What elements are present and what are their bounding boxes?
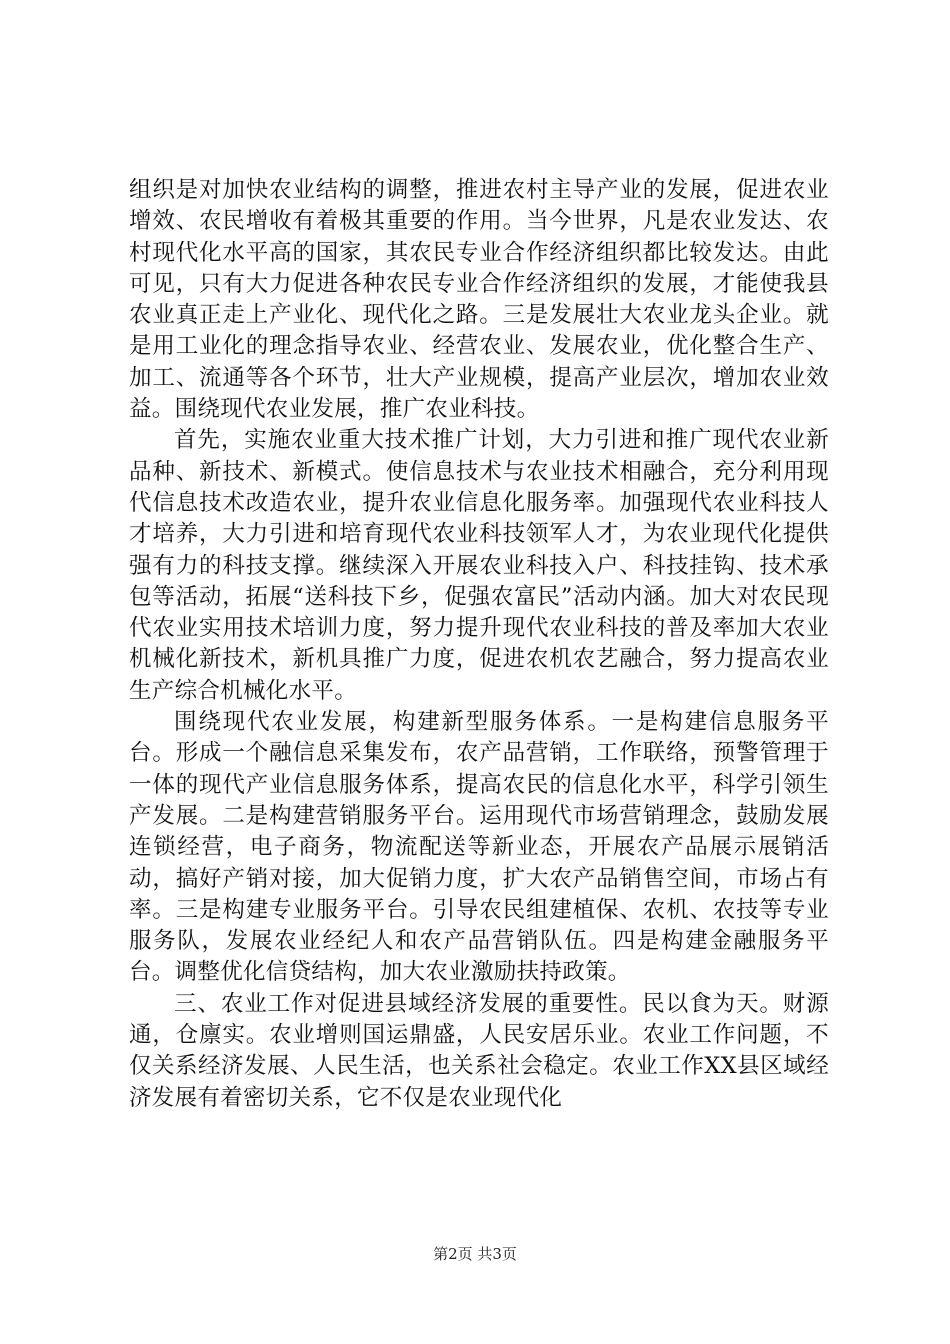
page-footer — [0, 1243, 950, 1264]
paragraph-3: 围绕现代农业发展，构建新型服务体系。一是构建信息服务平台。形成一个融信息采集发布，农产品营销，工作联络，预警管理于一体的现代产业信息服务体系，提高农民的信息化水平，科学引领生产发展。二是构建营销服务平台。运用现代市场营销理念，鼓励发展连锁经营，电子商务，物流配送等新业态，开展农产品展示展销活动，搞好产销对接，加大促销力度，扩大农产品销售空间，市场占有率。三是构建专业服务平台。引导农民组建植保、农机、农技等专业服务队，发展农业经纪人和农产品营销队伍。四是构建金融服务平台。调整优化信贷结构，加大农业激励扶持政策。 — [129, 709, 829, 986]
paragraph-4: 三、农业工作对促进县域经济发展的重要性。民以食为天。财源通，仓廪实。农业增则国运鼎盛，人民安居乐业。农业工作问题，不仅关系经济发展、人民生活，也关系社会稳定。农业工作XX县区域经济发展有着密切关系，它不仅是农业现代化 — [129, 990, 829, 1111]
document-body — [129, 175, 829, 1114]
paragraph-2: 首先，实施农业重大技术推广计划，大力引进和推广现代农业新品种、新技术、新模式。使信息技术与农业技术相融合，充分利用现代信息技术改造农业，提升农业信息化服务率。加强现代农业科技人才培养，大力引进和培育现代农业科技领军人才，为农业现代化提供强有力的科技支撑。继续深入开展农业科技入户、科技挂钩、技术承包等活动，拓展“送科技下乡，促强农富民”活动内涵。加大对农民现代农业实用技术培训力度，努力提升现代农业科技的普及率加大农业机械化新技术，新机具推广力度，促进农机农艺融合，努力提高农业生产综合机械化水平。 — [129, 427, 829, 704]
paragraph-1: 组织是对加快农业结构的调整，推进农村主导产业的发展，促进农业增效、农民增收有着极其重要的作用。当今世界，凡是农业发达、农村现代化水平高的国家，其农民专业合作经济组织都比较发达。由此可见，只有大力促进各种农民专业合作经济组织的发展，才能使我县农业真正走上产业化、现代化之路。三是发展壮大农业龙头企业。就是用工业化的理念指导农业、经营农业、发展农业，优化整合生产、加工、流通等各个环节，壮大产业规模，提高产业层次，增加农业效益。围绕现代农业发展，推广农业科技。 — [129, 177, 829, 423]
page-number-label: 第2页 共3页 — [433, 1245, 517, 1263]
